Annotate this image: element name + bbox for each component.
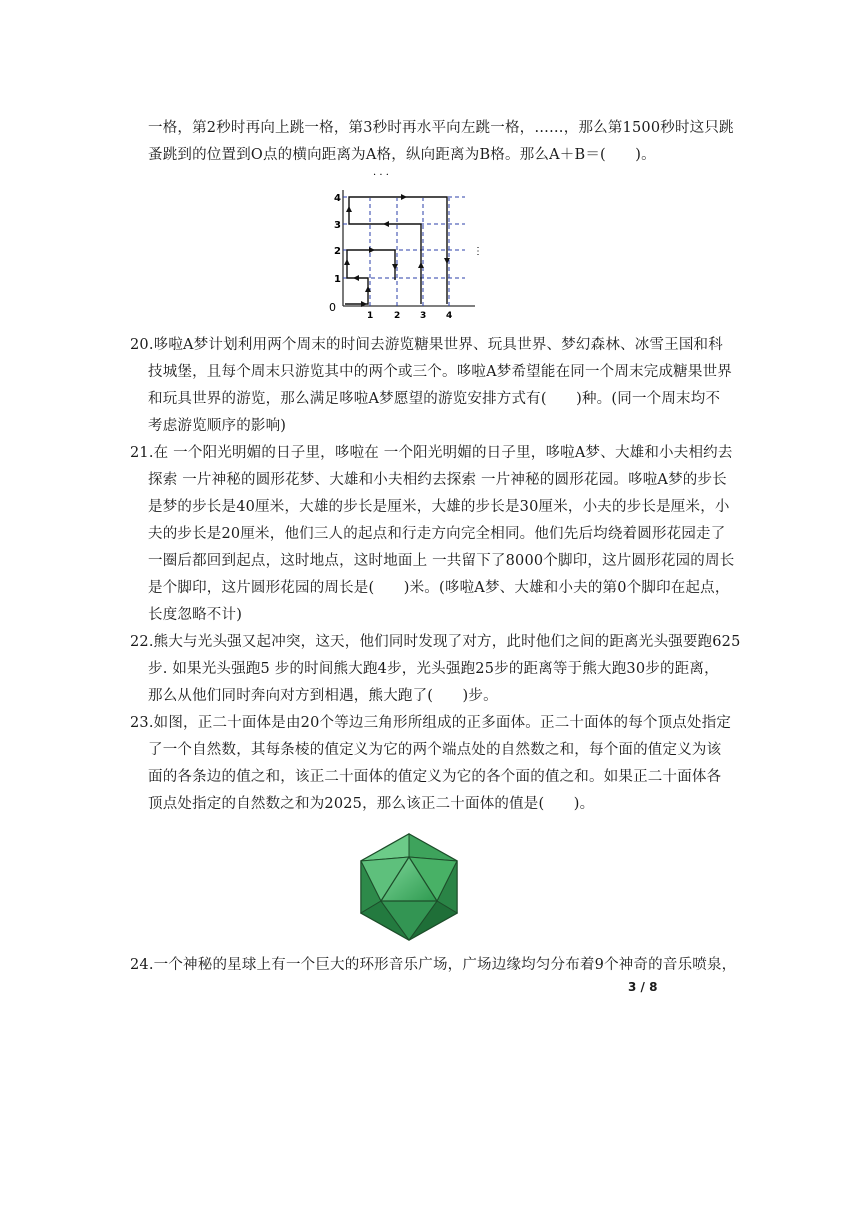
x-tick-3: 3 xyxy=(420,311,427,320)
q20-line-1: 20.哆啦A梦计划利用两个周末的时间去游览糖果世界、玩具世界、梦幻森林、冰雪王国和科 xyxy=(130,337,723,353)
q21-line-4: 夫的步长是20厘米，他们三人的起点和行走方向完全相同。他们先后均绕着圆形花园走了 xyxy=(148,526,726,542)
q23-line-3: 面的各条边的值之和，该正二十面体的值定义为它的各个面的值之和。如果正二十面体各 xyxy=(148,769,722,785)
q24-line-1: 24.一个神秘的星球上有一个巨大的环形音乐广场，广场边缘均匀分布着9个神奇的音乐喷泉， xyxy=(130,957,737,973)
q21-line-2: 探索 一片神秘的圆形花梦、大雄和小夫相约去探索 一片神秘的圆形花园。哆啦A梦的步长 xyxy=(148,472,727,488)
y-tick-1: 1 xyxy=(334,274,341,285)
q20-line-2: 技城堡，且每个周末只游览其中的两个或三个。哆啦A梦希望能在同一个周末完成糖果世界 xyxy=(148,364,732,380)
q22-line-3: 那么从他们同时奔向对方到相遇，熊大跑了( )步。 xyxy=(148,688,498,704)
q21-line-5: 一圈后都回到起点，这时地点，这时地面上 一共留下了8000个脚印，这片圆形花园的周长 xyxy=(148,553,735,569)
q20-line-4: 考虑游览顺序的影响) xyxy=(148,418,287,434)
q21-line-7: 长度忽略不计) xyxy=(148,607,243,623)
q19-line-1: 一格，第2秒时再向上跳一格，第3秒时再水平向左跳一格，……，那么第1500秒时这只跳 xyxy=(148,120,734,136)
y-tick-4: 4 xyxy=(334,193,341,204)
page-number: 3 / 8 xyxy=(628,980,658,994)
x-tick-labels xyxy=(367,311,452,320)
q19-line-2: 蚤跳到的位置到O点的横向距离为A格，纵向距离为B格。那么A＋B＝( )。 xyxy=(148,147,656,163)
flea-jump-grid-figure xyxy=(325,168,485,320)
q20-line-3: 和玩具世界的游览，那么满足哆啦A梦愿望的游览安排方式有( )种。(同一个周末均不 xyxy=(148,391,721,407)
origin-label: 0 xyxy=(329,301,336,314)
y-tick-3: 3 xyxy=(334,220,341,231)
q23-line-1: 23.如图，正二十面体是由20个等边三角形所组成的正多面体。正二十面体的每个顶点处指定 xyxy=(130,715,732,731)
q23-line-4: 顶点处指定的自然数之和为2025，那么该正二十面体的值是( )。 xyxy=(148,796,595,812)
x-tick-2: 2 xyxy=(394,311,401,320)
dots-top: · · · xyxy=(373,170,389,181)
y-tick-labels xyxy=(334,193,341,285)
q22-line-2: 步. 如果光头强跑5 步的时间熊大跑4步，光头强跑25步的距离等于熊大跑30步的距离， xyxy=(148,661,719,677)
q23-line-2: 了一个自然数，其每条棱的值定义为它的两个端点处的自然数之和，每个面的值定义为该 xyxy=(148,742,722,758)
y-tick-2: 2 xyxy=(334,246,341,257)
x-tick-4: 4 xyxy=(446,311,453,320)
q21-line-3: 是梦的步长是40厘米，大雄的步长是厘米，大雄的步长是30厘米，小夫的步长是厘米，小 xyxy=(148,499,730,515)
q21-line-6: 是个脚印，这片圆形花园的周长是( )米。(哆啦A梦、大雄和小夫的第0个脚印在起点， xyxy=(148,580,730,596)
dots-right: ⋮ xyxy=(473,246,483,257)
q22-line-1: 22.熊大与光头强又起冲突，这天，他们同时发现了对方，此时他们之间的距离光头强要跑625 xyxy=(130,634,741,650)
icosahedron-figure xyxy=(353,831,465,943)
q21-line-1: 21.在 一个阳光明媚的日子里，哆啦在 一个阳光明媚的日子里，哆啦A梦、大雄和小夫相约去 xyxy=(130,445,733,461)
x-tick-1: 1 xyxy=(367,311,374,320)
